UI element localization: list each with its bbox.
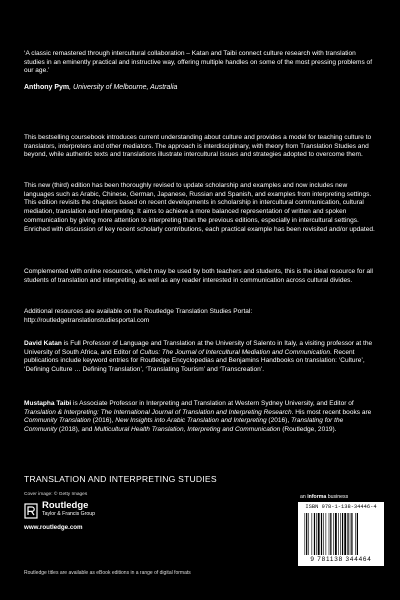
bio-text: is Full Professor of Language and Translation at the University of Salento in Italy, a visiting professor at the University of South Africa, and Editor of [24,340,373,356]
publisher-block [24,500,174,540]
description-paragraph-4: Additional resources are available on the Routledge Translation Studies Portal: http://routledgetranslationstudiesportal.com [24,308,253,324]
description-paragraph-3: Complemented with online resources, which may be used by both teachers and students, this is the ideal resource for all students of translation and interpreting, as well as any reader interested in communication across cultural divides. [24,268,373,284]
publisher-name: Routledge [42,500,89,511]
description-paragraph-1: This bestselling coursebook introduces current understanding about culture and provides a model for teaching culture to translators, interpreters and other mediators. The approach is interdisciplinary, with theory from Translation Studies and beyond, while authentic texts and translations illustrate intercultural issues and strategies adopted to overcome them. [24,134,372,159]
bio-journal-title: Translation & Interpreting: The International Journal of Translation and Interpreting Research [24,408,292,416]
bio-text: . Recent publications include keyword entries for Routledge Encyclopedias and Benjamins Handbooks on translation: ‘Culture’, ‘Defining Culture … Defining Translation’, ‘Translating Tourism’ and ‘Transcreation’. [24,348,365,374]
description-paragraph-2: This new (third) edition has been thoroughly revised to update scholarship and examples and now includes new languages such as Arabic, Chinese, German, Japanese, Russian and Spanish, and examples from interpreting settings. This edition revisits the chapters based on recent developments in scholarship in intercultural communication, cultural mediation, translation and interpreting. It aims to achieve a more balanced representation of written and spoken communication by giving more attention to interpreting than the previous editions, especially in intercultural settings. Enriched with discussion of key recent scholarly contributions, each practical example has been revisited and/or updated. [24,182,375,233]
informa-prefix: an [300,494,308,500]
bio-text: (Routledge, 2019). [280,426,337,434]
informa-tagline [300,494,348,500]
bio-book-title: New Insights into Arabic Translation and Interpreting [115,417,267,425]
endorsement-affiliation: , University of Melbourne, Australia [69,84,178,91]
ebook-note: Routledge titles are available as eBook editions in a range of digital formats [24,570,191,576]
bio-book-title: Community Translation [24,417,91,425]
informa-suffix: business [326,494,349,500]
barcode-bars-icon [304,513,378,555]
informa-name: informa [307,494,327,500]
bio-text: . His most recent books are [291,408,372,416]
isbn-label: ISBN 978-1-138-34446-4 [305,504,377,510]
barcode-number: 9 781138 344464 [310,556,372,563]
bio-book-title: Translating for the Community [24,417,344,434]
endorsement-attribution [24,84,378,93]
barcode [298,502,384,566]
bio-text: (2016), [90,417,116,425]
author-name-taibi: Mustapha Taibi [24,400,72,407]
author-bio-taibi [24,400,378,435]
routledge-logo-icon [24,503,38,519]
author-bio-katan [24,340,378,375]
endorsement-author: Anthony Pym [24,84,70,91]
bio-text: (2016), [266,417,291,425]
author-name-katan: David Katan [24,340,62,347]
series-title: TRANSLATION AND INTERPRETING STUDIES [24,474,217,484]
endorsement-quote: ‘A classic remastered through intercultural collaboration – Katan and Taibi connect culture research with translation studies in an eminently practical and instructive way, offering multiple handles on some of the most pressing problems of our age.’ [24,50,373,75]
bio-text: is Associate Professor in Interpreting and Translation at Western Sydney University, and Editor of [71,400,354,407]
bio-journal-title: Cultus: The Journal of Intercultural Mediation and Communication [139,348,331,356]
publisher-group: Taylor & Francis Group [42,511,96,517]
bio-book-title: Multicultural Health Translation, Interpreting and Communication [94,426,281,434]
cover-image-credit: Cover image: © Getty Images [24,492,88,497]
publisher-url[interactable]: www.routledge.com [24,524,83,531]
bio-text: (2018), and [57,426,95,434]
